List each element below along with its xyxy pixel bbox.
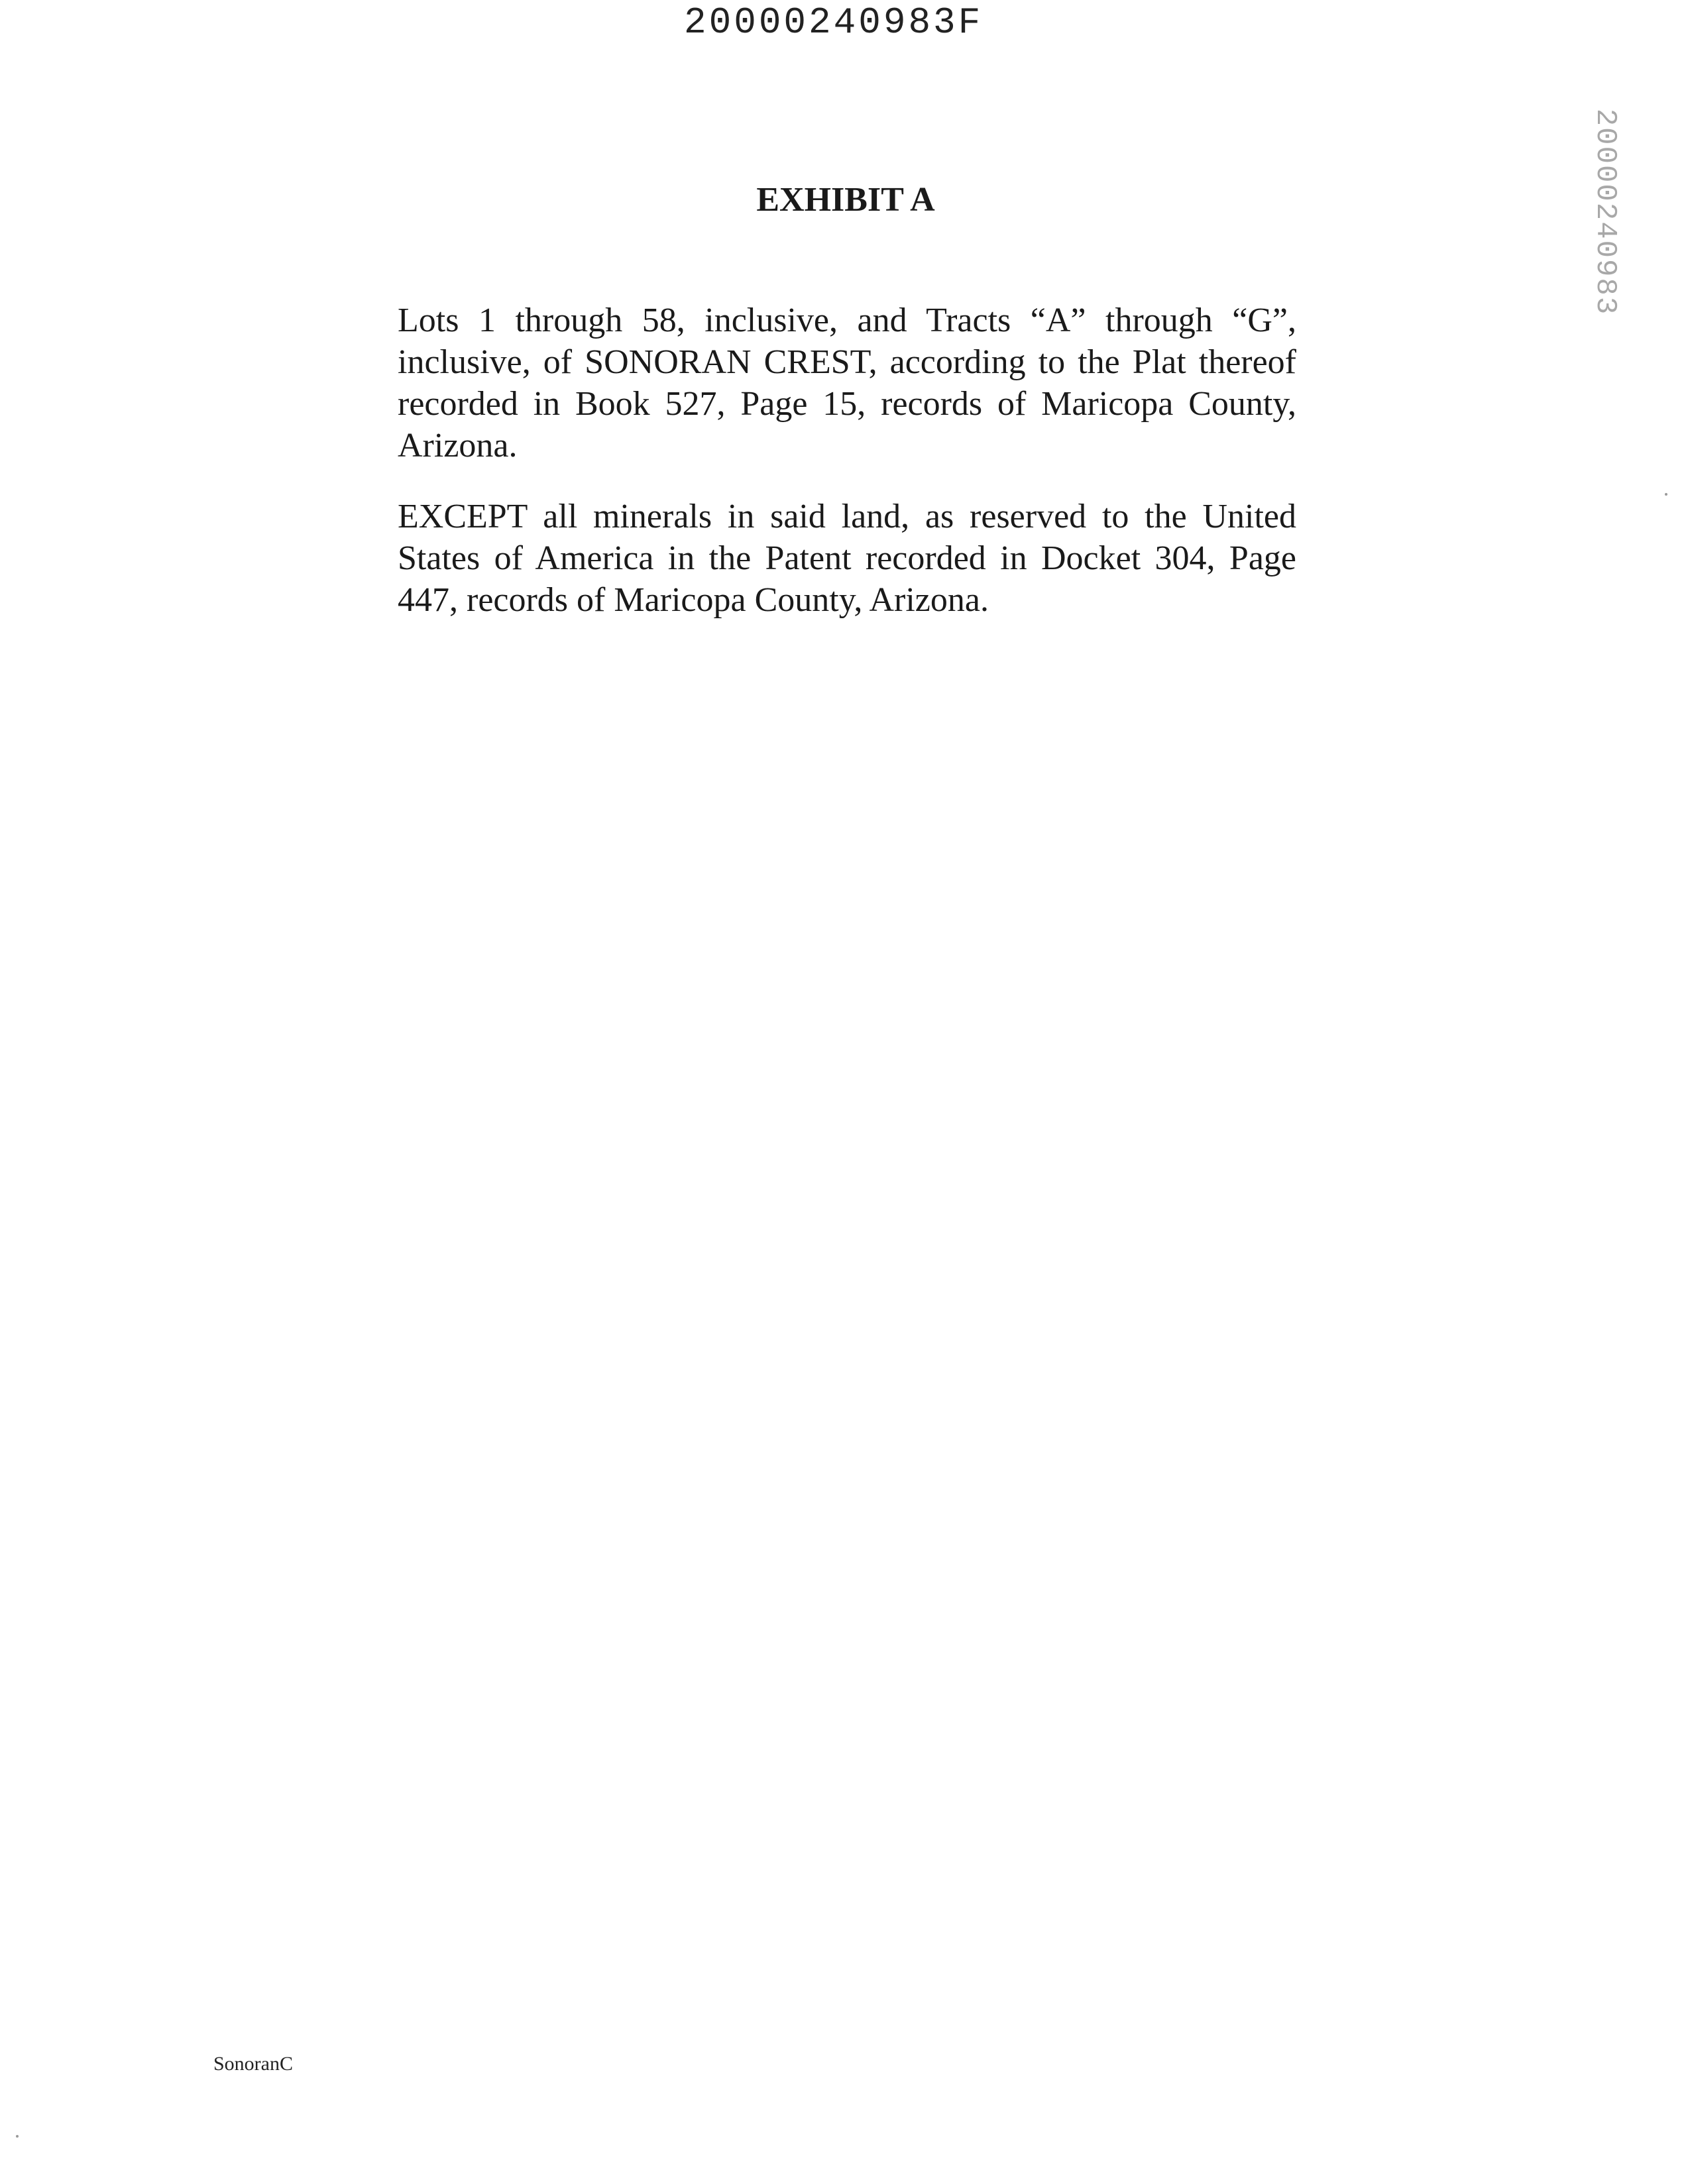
mineral-exception-paragraph: EXCEPT all minerals in said land, as reserved to the United States of America in the Patent recorded in Docket 304, Page 447, records of Maricopa County, Arizona.	[398, 498, 1296, 619]
recording-stamp-text: 20000240983	[1589, 108, 1622, 316]
legal-description-paragraph: Lots 1 through 58, inclusive, and Tracts “A” through “G”, inclusive, of SONORAN CREST, according to the Plat thereof recorded in Book 527, Page 15, records of Maricopa County, Arizona.	[398, 301, 1296, 464]
document-number: 20000240983F	[684, 1, 984, 44]
footer-reference: SonoranC	[213, 2053, 293, 2075]
scan-speck	[16, 2135, 19, 2138]
scan-speck	[1665, 493, 1667, 496]
exhibit-title: EXHIBIT A	[756, 181, 935, 219]
